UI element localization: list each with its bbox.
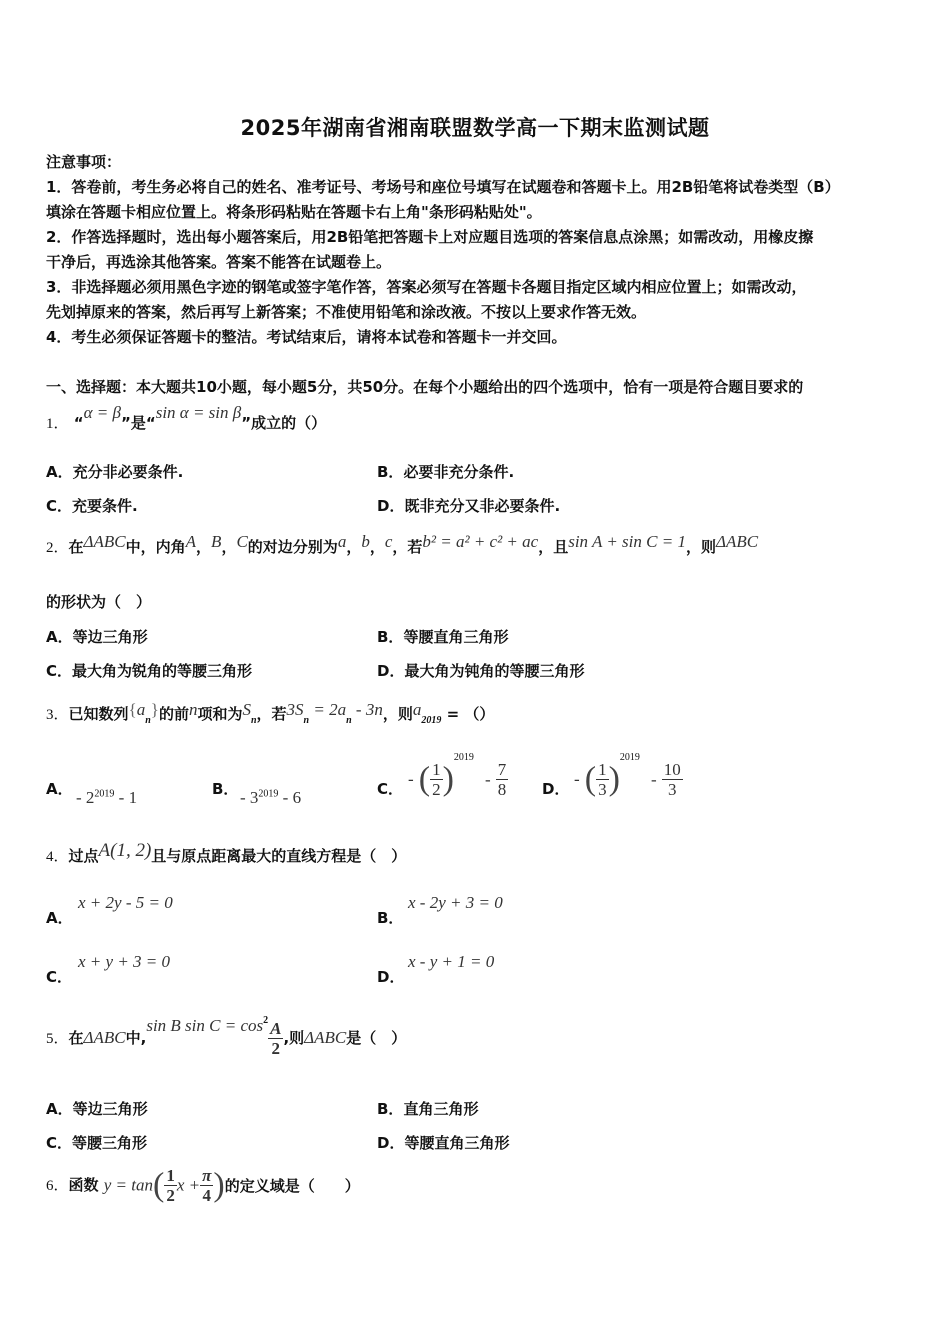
math-expr: - 1: [114, 788, 138, 807]
subscript: n: [346, 715, 352, 726]
math-expr: -: [485, 769, 491, 789]
section-heading: 一、选择题：本大题共10小题，每小题5分，共50分。在每个小题给出的四个选项中，恰有一项是符合题目要求的: [46, 378, 804, 396]
option-text: 等边三角形: [72, 628, 148, 646]
question-number: 4．: [46, 849, 69, 865]
option-text: 既非充分又非必要条件.: [404, 497, 561, 515]
option-c[interactable]: [46, 1132, 147, 1153]
option-c[interactable]: [377, 778, 403, 799]
fraction-num: A: [270, 1019, 282, 1038]
text: ，且: [538, 538, 569, 556]
subscript: n: [250, 715, 257, 726]
math-expr: ΔABC: [83, 1028, 126, 1047]
option-label: A．: [46, 628, 73, 646]
option-text: 充分非必要条件.: [72, 463, 184, 481]
notice-line: 先划掉原来的答案，然后再写上新答案；不准使用铅笔和涂改液。不按以上要求作答无效。: [46, 303, 647, 321]
option-text: 等腰直角三角形: [403, 628, 509, 646]
option-d[interactable]: [377, 966, 404, 987]
text: ，: [369, 538, 385, 556]
math-expr: ΔABC: [304, 1028, 347, 1047]
fraction-den: 2: [166, 1186, 175, 1205]
notice-line: 2．作答选择题时，选出每小题答案后，用2B铅笔把答题卡上对应题目选项的答案信息点涂黑；如需改动，用橡皮擦: [46, 228, 814, 246]
notice-line: 干净后，再选涂其他答案。答案不能答在试题卷上。: [46, 253, 392, 271]
fraction-num: 10: [663, 760, 681, 779]
option-label: B．: [377, 628, 404, 646]
option-b[interactable]: [377, 626, 508, 647]
exponent: 2019: [258, 788, 279, 800]
question-2-line2: 的形状为（ ）: [46, 593, 152, 611]
text: 是（ ）: [346, 1029, 407, 1047]
fraction-num: π: [202, 1166, 212, 1185]
math-expr: B: [211, 532, 222, 551]
option-b[interactable]: [212, 778, 238, 799]
fraction-num: 1: [166, 1166, 175, 1185]
question-4: [46, 840, 406, 866]
text: ，则: [685, 538, 716, 556]
option-label: B．: [377, 463, 404, 481]
math-expr: b² = a² + c² + ac: [422, 532, 539, 551]
math-expr: -: [408, 769, 414, 789]
option-text: 等腰直角三角形: [404, 1134, 510, 1152]
option-label: C．: [46, 1134, 73, 1152]
option-b[interactable]: [377, 907, 403, 928]
page-title: 2025年湖南省湘南联盟数学高一下期末监测试题: [240, 116, 710, 140]
math-expr: x +: [176, 1175, 201, 1195]
math-expr: a: [136, 700, 146, 719]
notice-line: 1．答卷前，考生务必将自己的姓名、准考证号、考场号和座位号填写在试题卷和答题卡上。用2B铅笔将试卷类型（B）: [46, 178, 840, 196]
text: = （）: [441, 705, 495, 723]
paren-open: (: [153, 1166, 165, 1204]
notice-line: 填涂在答题卡相应位置上。将条形码粘贴在答题卡右上角"条形码粘贴处"。: [46, 203, 542, 221]
math-expr: A(1, 2): [98, 840, 152, 861]
option-d-expr: x - y + 1 = 0: [408, 952, 495, 971]
fraction: [496, 760, 509, 799]
option-text: 必要非充分条件.: [403, 463, 515, 481]
fraction-den: 2: [271, 1039, 281, 1058]
option-label: C．: [377, 780, 404, 798]
option-text: 最大角为钝角的等腰三角形: [404, 662, 585, 680]
math-expr: - 6: [278, 788, 302, 807]
text: 在: [68, 538, 84, 556]
math-expr: - 3n: [351, 700, 383, 719]
fraction-num: 7: [497, 760, 507, 779]
text: ，: [221, 538, 237, 556]
text: ，则: [382, 705, 413, 723]
option-label: D．: [377, 1134, 405, 1152]
option-d[interactable]: [377, 495, 560, 516]
text: 且与原点距离最大的直线方程是（ ）: [151, 847, 407, 865]
math-expr: = 2a: [309, 700, 347, 719]
notice-line: 4．考生必须保证答题卡的整洁。考试结束后，请将本试卷和答题卡一并交回。: [46, 328, 567, 346]
math-expr: α = β: [83, 403, 121, 422]
option-a[interactable]: [46, 461, 183, 482]
brace-open: {: [128, 700, 137, 719]
math-expr: b: [361, 532, 370, 551]
option-label: D．: [377, 497, 405, 515]
option-label: A．: [46, 780, 73, 798]
math-expr: ΔABC: [83, 532, 126, 551]
paren-close: ): [608, 760, 620, 798]
math-expr: a: [412, 700, 422, 719]
question-number: 1．: [46, 416, 69, 432]
text: 中，内角: [125, 538, 186, 556]
option-d[interactable]: [542, 778, 569, 799]
math-expr: n: [188, 700, 198, 719]
option-label: A．: [46, 1100, 73, 1118]
option-label: C．: [46, 497, 73, 515]
text: 的前: [158, 705, 189, 723]
option-label: C．: [46, 662, 73, 680]
option-text: 最大角为锐角的等腰三角形: [72, 662, 253, 680]
fraction: [662, 760, 683, 799]
math-expr: -: [574, 769, 580, 789]
question-number: 5．: [46, 1031, 69, 1047]
option-text: 等腰三角形: [72, 1134, 148, 1152]
fraction-den: 3: [668, 780, 677, 799]
option-b-expr: [240, 788, 301, 808]
text: 在: [68, 1029, 84, 1047]
math-expr: sin B sin C = cos: [146, 1016, 264, 1035]
text: 已知数列: [68, 705, 129, 723]
fraction-den: 4: [202, 1186, 212, 1205]
option-text: 充要条件.: [72, 497, 138, 515]
quote: “: [73, 414, 84, 432]
subscript: n: [145, 715, 151, 726]
option-a[interactable]: [46, 626, 148, 647]
option-c-expr: [408, 752, 508, 799]
option-a[interactable]: [46, 907, 73, 928]
text: 中,: [125, 1029, 147, 1047]
exponent: 2: [263, 1015, 269, 1026]
fraction-den: 3: [598, 780, 607, 799]
math-expr: - 2: [76, 788, 95, 807]
option-label: B．: [377, 909, 404, 927]
fraction-num: 1: [598, 760, 607, 779]
math-expr: C: [236, 532, 248, 551]
question-number: 2．: [46, 540, 69, 556]
question-number: 6．: [46, 1178, 69, 1194]
text: ”是“: [120, 414, 156, 432]
fraction: [430, 760, 443, 799]
text: 项和为: [197, 705, 243, 723]
option-label: C．: [46, 968, 73, 986]
math-expr: a: [337, 532, 347, 551]
paren-open: (: [584, 760, 597, 798]
option-c[interactable]: [46, 966, 72, 987]
option-text: 直角三角形: [403, 1100, 479, 1118]
fraction-num: 1: [432, 760, 441, 779]
math-expr: 3S: [286, 700, 304, 719]
fraction: [596, 760, 609, 799]
option-b[interactable]: [377, 1098, 478, 1119]
notice-heading: 注意事项：: [46, 153, 122, 171]
paren-open: (: [418, 760, 431, 798]
fraction: [164, 1166, 177, 1205]
fraction: [268, 1019, 283, 1058]
text: ,则: [283, 1029, 305, 1047]
fraction-den: 8: [497, 780, 507, 799]
option-a-expr: x + 2y - 5 = 0: [78, 893, 173, 912]
math-expr: -: [651, 769, 657, 789]
math-expr: S: [242, 700, 251, 719]
fraction: [200, 1166, 213, 1205]
option-d[interactable]: [377, 660, 584, 681]
option-b[interactable]: [377, 461, 514, 482]
text: ，若: [392, 538, 423, 556]
question-1: [46, 403, 326, 433]
question-number: 3．: [46, 707, 69, 723]
paren-close: ): [213, 1166, 225, 1204]
option-label: A．: [46, 909, 73, 927]
notice-line: 3．非选择题必须用黑色字迹的钢笔或签字笔作答，答案必须写在答题卡各题目指定区域内相应位置上；如需改动，: [46, 278, 807, 296]
exponent: 2019: [619, 752, 640, 763]
question-3: [46, 700, 494, 726]
subscript: n: [303, 715, 310, 726]
option-a[interactable]: [46, 1098, 148, 1119]
question-5: [46, 1015, 406, 1058]
option-b-expr: x - 2y + 3 = 0: [408, 893, 503, 912]
subscript: 2019: [421, 715, 442, 726]
option-label: D．: [542, 780, 570, 798]
fraction-den: 2: [432, 780, 441, 799]
math-expr: sin A + sin C = 1: [568, 532, 686, 551]
option-text: 等边三角形: [72, 1100, 148, 1118]
exponent: 2019: [453, 752, 474, 763]
math-expr: A: [185, 532, 197, 551]
text: 的对边分别为: [247, 538, 338, 556]
math-expr: ΔABC: [715, 532, 759, 551]
math-expr: c: [384, 532, 393, 551]
text: ，若: [256, 705, 287, 723]
text: ”成立的（）: [241, 414, 327, 432]
option-a[interactable]: [46, 778, 73, 799]
paren-close: ): [442, 760, 454, 798]
option-d-expr: [574, 752, 683, 799]
text: 的定义域是（ ）: [224, 1177, 360, 1195]
option-c[interactable]: [46, 660, 252, 681]
option-d[interactable]: [377, 1132, 509, 1153]
exponent: 2019: [94, 788, 115, 800]
question-6: [46, 1166, 360, 1205]
math-expr: - 3: [240, 788, 259, 807]
math-expr: sin α = sin β: [155, 403, 242, 422]
option-c-expr: x + y + 3 = 0: [78, 952, 171, 971]
option-label: D．: [377, 662, 405, 680]
option-c[interactable]: [46, 495, 138, 516]
text: ，: [196, 538, 212, 556]
option-label: B．: [377, 1100, 404, 1118]
math-expr: y = tan: [103, 1175, 154, 1195]
option-label: D．: [377, 968, 405, 986]
option-label: A．: [46, 463, 73, 481]
text: ，: [346, 538, 362, 556]
text: 函数: [68, 1176, 99, 1194]
brace-close: }: [150, 700, 159, 719]
option-a-expr: [76, 788, 137, 808]
question-2: [46, 532, 758, 557]
option-label: B．: [212, 780, 239, 798]
text: 过点: [68, 847, 99, 865]
